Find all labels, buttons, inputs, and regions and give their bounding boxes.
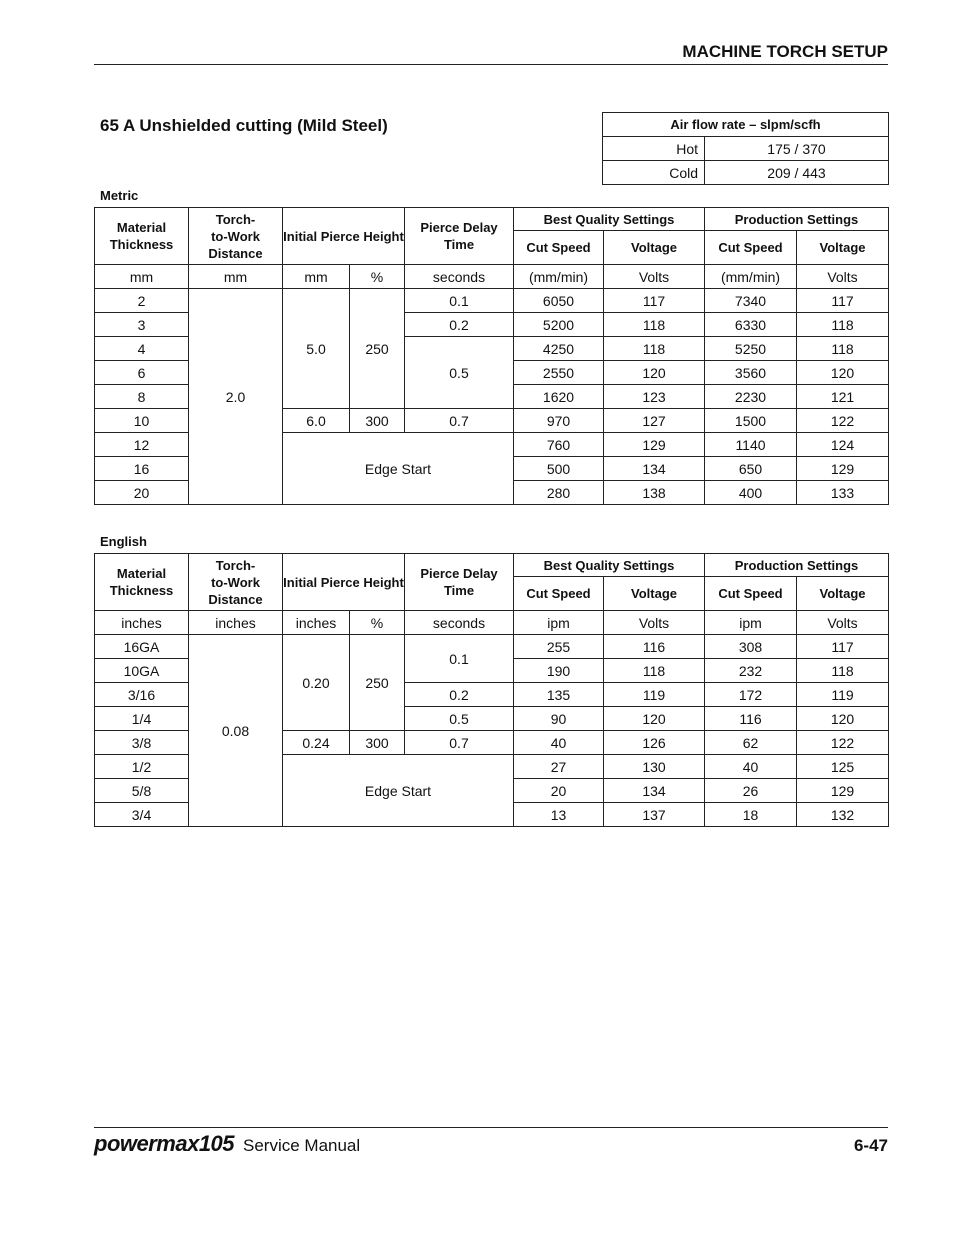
header-divider	[94, 64, 888, 65]
p-speed-cell: 18	[705, 803, 797, 827]
col-pierce-height: Initial Pierce Height	[283, 554, 405, 611]
thickness-cell: 4	[95, 337, 189, 361]
edge-start-cell: Edge Start	[283, 755, 514, 827]
page-number: 6-47	[853, 1136, 888, 1155]
thickness-cell: 6	[95, 361, 189, 385]
thickness-cell: 12	[95, 433, 189, 457]
p-speed-cell: 3560	[705, 361, 797, 385]
unit-cell: inches	[283, 611, 350, 635]
p-speed-cell: 232	[705, 659, 797, 683]
bq-voltage-cell: 129	[604, 433, 705, 457]
p-voltage-cell: 132	[797, 803, 889, 827]
pierce-percent-cell: 300	[350, 731, 405, 755]
bq-voltage-cell: 123	[604, 385, 705, 409]
unit-cell: mm	[189, 265, 283, 289]
thickness-cell: 1/4	[95, 707, 189, 731]
bq-speed-cell: 40	[514, 731, 604, 755]
brand-logo: powermax105	[94, 1131, 235, 1156]
p-speed-cell: 400	[705, 481, 797, 505]
bq-speed-cell: 90	[514, 707, 604, 731]
col-pierce-delay: Pierce Delay Time	[405, 554, 514, 611]
p-voltage-cell: 121	[797, 385, 889, 409]
pierce-delay-cell: 0.5	[405, 707, 514, 731]
bq-voltage-cell: 116	[604, 635, 705, 659]
bq-speed-cell: 5200	[514, 313, 604, 337]
p-speed-cell: 1500	[705, 409, 797, 433]
pierce-height-cell: 0.24	[283, 731, 350, 755]
p-voltage-cell: 118	[797, 337, 889, 361]
thickness-cell: 3/16	[95, 683, 189, 707]
p-voltage-cell: 129	[797, 779, 889, 803]
col-best-quality: Best Quality Settings	[514, 208, 705, 231]
pierce-height-cell: 5.0	[283, 289, 350, 409]
bq-speed-cell: 2550	[514, 361, 604, 385]
section-title: 65 A Unshielded cutting (Mild Steel)	[100, 116, 388, 135]
p-speed-cell: 116	[705, 707, 797, 731]
bq-voltage-cell: 119	[604, 683, 705, 707]
unit-cell: mm	[95, 265, 189, 289]
p-voltage-cell: 133	[797, 481, 889, 505]
page-header-title: MACHINE TORCH SETUP	[682, 42, 888, 61]
torch-distance-cell: 0.08	[189, 635, 283, 827]
pierce-delay-cell: 0.7	[405, 409, 514, 433]
bq-speed-cell: 1620	[514, 385, 604, 409]
p-speed-cell: 2230	[705, 385, 797, 409]
unit-cell: seconds	[405, 265, 514, 289]
units-row	[95, 265, 889, 289]
pierce-percent-cell: 250	[350, 635, 405, 731]
bq-voltage-cell: 118	[604, 659, 705, 683]
col-bq-cut-speed: Cut Speed	[514, 231, 604, 265]
thickness-cell: 3/4	[95, 803, 189, 827]
bq-speed-cell: 20	[514, 779, 604, 803]
bq-voltage-cell: 118	[604, 313, 705, 337]
bq-voltage-cell: 117	[604, 289, 705, 313]
unit-cell: Volts	[604, 611, 705, 635]
bq-speed-cell: 6050	[514, 289, 604, 313]
bq-speed-cell: 135	[514, 683, 604, 707]
p-speed-cell: 6330	[705, 313, 797, 337]
manual-name: Service Manual	[243, 1136, 361, 1155]
footer-divider	[94, 1127, 888, 1128]
p-voltage-cell: 122	[797, 731, 889, 755]
torch-distance-cell: 2.0	[189, 289, 283, 505]
bq-voltage-cell: 118	[604, 337, 705, 361]
unit-cell: %	[350, 265, 405, 289]
air-flow-header: Air flow rate – slpm/scfh	[603, 113, 889, 137]
pierce-delay-cell: 0.1	[405, 289, 514, 313]
p-voltage-cell: 122	[797, 409, 889, 433]
bq-speed-cell: 27	[514, 755, 604, 779]
p-voltage-cell: 120	[797, 707, 889, 731]
p-speed-cell: 1140	[705, 433, 797, 457]
bq-speed-cell: 280	[514, 481, 604, 505]
thickness-cell: 10GA	[95, 659, 189, 683]
air-cold-label: Cold	[603, 161, 705, 185]
bq-voltage-cell: 127	[604, 409, 705, 433]
bq-voltage-cell: 137	[604, 803, 705, 827]
bq-speed-cell: 760	[514, 433, 604, 457]
p-speed-cell: 26	[705, 779, 797, 803]
bq-speed-cell: 970	[514, 409, 604, 433]
col-bq-cut-speed: Cut Speed	[514, 577, 604, 611]
air-hot-value: 175 / 370	[705, 137, 889, 161]
thickness-cell: 16	[95, 457, 189, 481]
table-row	[95, 289, 889, 313]
bq-speed-cell: 13	[514, 803, 604, 827]
thickness-cell: 5/8	[95, 779, 189, 803]
pierce-delay-cell: 0.5	[405, 337, 514, 409]
pierce-height-cell: 6.0	[283, 409, 350, 433]
unit-cell: Volts	[797, 265, 889, 289]
col-best-quality: Best Quality Settings	[514, 554, 705, 577]
p-speed-cell: 40	[705, 755, 797, 779]
edge-start-cell: Edge Start	[283, 433, 514, 505]
pierce-percent-cell: 300	[350, 409, 405, 433]
p-voltage-cell: 119	[797, 683, 889, 707]
pierce-delay-cell: 0.2	[405, 683, 514, 707]
col-production: Production Settings	[705, 208, 889, 231]
thickness-cell: 8	[95, 385, 189, 409]
p-voltage-cell: 125	[797, 755, 889, 779]
col-bq-voltage: Voltage	[604, 577, 705, 611]
unit-cell: ipm	[705, 611, 797, 635]
p-speed-cell: 650	[705, 457, 797, 481]
col-p-voltage: Voltage	[797, 231, 889, 265]
thickness-cell: 2	[95, 289, 189, 313]
col-p-cut-speed: Cut Speed	[705, 577, 797, 611]
air-hot-label: Hot	[603, 137, 705, 161]
bq-speed-cell: 500	[514, 457, 604, 481]
bq-speed-cell: 190	[514, 659, 604, 683]
thickness-cell: 10	[95, 409, 189, 433]
unit-cell: (mm/min)	[514, 265, 604, 289]
thickness-cell: 1/2	[95, 755, 189, 779]
unit-cell: %	[350, 611, 405, 635]
bq-voltage-cell: 134	[604, 779, 705, 803]
pierce-delay-cell: 0.2	[405, 313, 514, 337]
col-torch-distance: Torch- to-Work Distance	[189, 208, 283, 265]
p-speed-cell: 5250	[705, 337, 797, 361]
col-p-voltage: Voltage	[797, 577, 889, 611]
bq-voltage-cell: 120	[604, 707, 705, 731]
p-voltage-cell: 117	[797, 289, 889, 313]
p-speed-cell: 308	[705, 635, 797, 659]
unit-cell: seconds	[405, 611, 514, 635]
pierce-delay-cell: 0.7	[405, 731, 514, 755]
p-speed-cell: 62	[705, 731, 797, 755]
col-pierce-height: Initial Pierce Height	[283, 208, 405, 265]
col-bq-voltage: Voltage	[604, 231, 705, 265]
p-voltage-cell: 129	[797, 457, 889, 481]
bq-speed-cell: 4250	[514, 337, 604, 361]
unit-cell: (mm/min)	[705, 265, 797, 289]
pierce-delay-cell: 0.1	[405, 635, 514, 683]
p-voltage-cell: 117	[797, 635, 889, 659]
unit-cell: Volts	[604, 265, 705, 289]
english-cut-chart	[94, 553, 889, 827]
p-voltage-cell: 120	[797, 361, 889, 385]
pierce-percent-cell: 250	[350, 289, 405, 409]
unit-cell: inches	[95, 611, 189, 635]
p-voltage-cell: 118	[797, 313, 889, 337]
bq-voltage-cell: 126	[604, 731, 705, 755]
thickness-cell: 20	[95, 481, 189, 505]
col-material-thickness: Material Thickness	[95, 554, 189, 611]
air-cold-value: 209 / 443	[705, 161, 889, 185]
p-voltage-cell: 124	[797, 433, 889, 457]
col-material-thickness: Material Thickness	[95, 208, 189, 265]
bq-speed-cell: 255	[514, 635, 604, 659]
table-row	[95, 635, 889, 659]
p-speed-cell: 172	[705, 683, 797, 707]
unit-cell: Volts	[797, 611, 889, 635]
metric-cut-chart	[94, 207, 889, 505]
units-row	[95, 611, 889, 635]
thickness-cell: 16GA	[95, 635, 189, 659]
bq-voltage-cell: 134	[604, 457, 705, 481]
thickness-cell: 3/8	[95, 731, 189, 755]
bq-voltage-cell: 138	[604, 481, 705, 505]
p-speed-cell: 7340	[705, 289, 797, 313]
bq-voltage-cell: 130	[604, 755, 705, 779]
thickness-cell: 3	[95, 313, 189, 337]
p-voltage-cell: 118	[797, 659, 889, 683]
air-flow-table	[602, 112, 889, 185]
unit-cell: ipm	[514, 611, 604, 635]
english-label: English	[100, 534, 147, 549]
metric-label: Metric	[100, 188, 139, 203]
col-production: Production Settings	[705, 554, 889, 577]
unit-cell: inches	[189, 611, 283, 635]
pierce-height-cell: 0.20	[283, 635, 350, 731]
col-pierce-delay: Pierce Delay Time	[405, 208, 514, 265]
bq-voltage-cell: 120	[604, 361, 705, 385]
unit-cell: mm	[283, 265, 350, 289]
col-p-cut-speed: Cut Speed	[705, 231, 797, 265]
col-torch-distance: Torch- to-Work Distance	[189, 554, 283, 611]
